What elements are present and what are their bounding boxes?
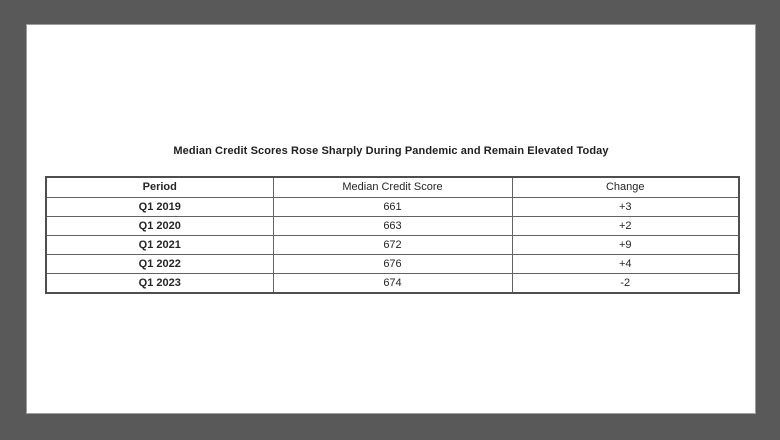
cell-period: Q1 2022 [46,255,273,274]
table-row [46,198,739,217]
cell-period: Q1 2021 [46,236,273,255]
cell-change: +4 [512,255,739,274]
cell-period: Q1 2020 [46,217,273,236]
cell-score: 663 [273,217,512,236]
document-page [26,24,756,414]
cell-score: 676 [273,255,512,274]
column-header-change: Change [512,177,739,198]
cell-period: Q1 2019 [46,198,273,217]
table-header-row [46,177,739,198]
table-container [45,176,738,294]
cell-change: +2 [512,217,739,236]
cell-score: 661 [273,198,512,217]
cell-change: +3 [512,198,739,217]
table-row [46,274,739,294]
cell-score: 672 [273,236,512,255]
column-header-median-credit-score: Median Credit Score [273,177,512,198]
document-title: Median Credit Scores Rose Sharply During Pandemic and Remain Elevated Today [173,145,609,157]
column-header-period: Period [46,177,273,198]
credit-score-table [45,176,740,294]
cell-score: 674 [273,274,512,294]
cell-change: -2 [512,274,739,294]
table-row [46,255,739,274]
table-row [46,236,739,255]
cell-change: +9 [512,236,739,255]
table-row [46,217,739,236]
cell-period: Q1 2023 [46,274,273,294]
